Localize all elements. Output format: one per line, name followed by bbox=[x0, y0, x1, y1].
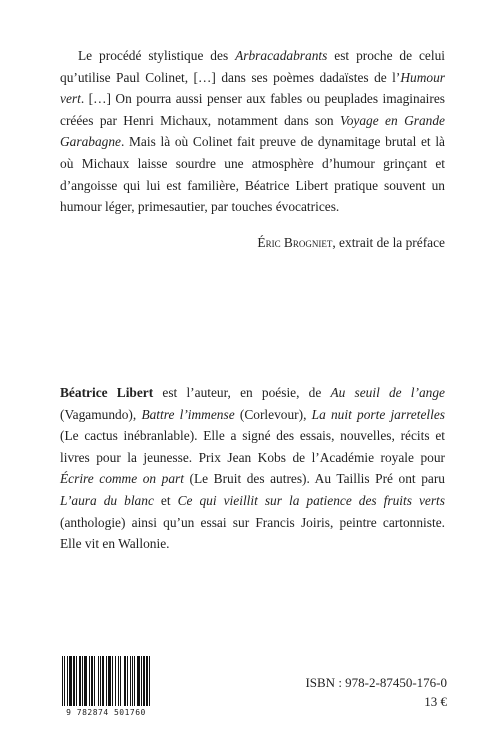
author-name: Béatrice Libert bbox=[60, 385, 154, 400]
bio-title: Au seuil de l’ange bbox=[330, 385, 446, 400]
bio-text: (Le Bruit des autres). Au Taillis Pré ont paru bbox=[183, 471, 445, 487]
quote-title: Humour vert bbox=[60, 69, 445, 107]
barcode-digits: 9 782874 501760 bbox=[58, 706, 154, 720]
bio-title: Écrire comme on part bbox=[60, 471, 184, 487]
bio-text: et bbox=[153, 492, 178, 508]
bio-title: La nuit porte jarretelles bbox=[311, 406, 446, 422]
bio-title: L’aura du blanc bbox=[60, 492, 154, 508]
barcode-bars bbox=[58, 656, 154, 712]
bio-text: (Corlevour), bbox=[234, 406, 312, 422]
quote-text: . […] On pourra aussi penser aux fables ou peuplades imaginaires créées par Henri Michaux, notamment dans son bbox=[60, 91, 445, 128]
preface-quote bbox=[60, 45, 445, 218]
quote-title: Arbracadabrants bbox=[235, 48, 328, 63]
quote-title: Voyage en Grande Garabagne bbox=[60, 112, 445, 150]
bio-title: Battre l’immense bbox=[141, 406, 235, 422]
barcode bbox=[58, 656, 154, 720]
price: 13 € bbox=[424, 694, 447, 709]
bio-text: (anthologie) ainsi qu’un essai sur Francis Joiris, peintre cartonniste. Elle vit en Wallonie. bbox=[60, 514, 445, 552]
attribution-source: , extrait de la préface bbox=[332, 235, 445, 250]
attribution-author: Éric Brogniet bbox=[257, 235, 333, 250]
quote-attribution bbox=[257, 232, 445, 254]
bio-text: est l’auteur, en poésie, de bbox=[153, 385, 331, 400]
quote-text: est proche de celui qu’utilise Paul Colinet, […] dans ses poèmes dadaïstes de l’ bbox=[60, 48, 446, 85]
quote-text: Le procédé stylistique des bbox=[78, 48, 236, 63]
bio-title: Ce qui vieillit sur la patience des fruits verts bbox=[177, 492, 445, 508]
author-bio bbox=[60, 382, 445, 555]
bio-text: (Le cactus inébranlable). Elle a signé des essais, nouvelles, récits et livres pour la jeunesse. Prix Jean Kobs de l’Académie royale pour bbox=[60, 428, 445, 465]
bio-text: (Vagamundo), bbox=[60, 406, 142, 422]
isbn: ISBN : 978-2-87450-176-0 bbox=[305, 675, 447, 690]
quote-text: . Mais là où Colinet fait preuve de dynamitage brutal et là où Michaux laisse sourdre une atmosphère d’humour grinçant et d’angoisse qui lui est familière, Béatrice Libert pratique souvent un humour léger, primesautier, par touches évocatrices. bbox=[60, 134, 445, 215]
